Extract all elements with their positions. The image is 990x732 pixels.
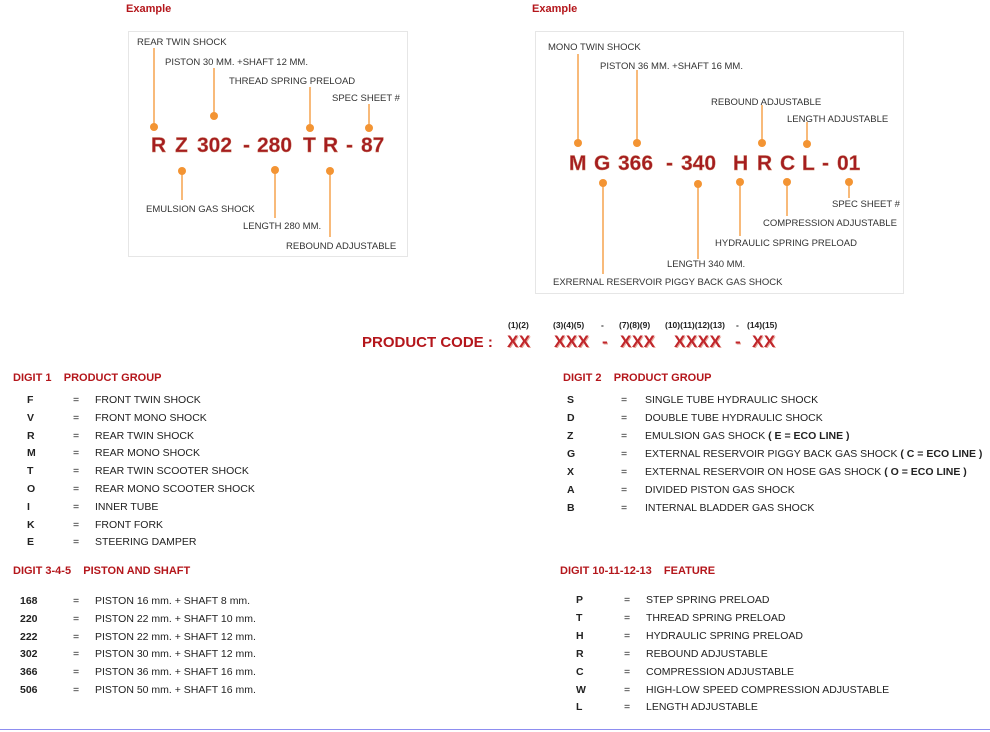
- example-1-svg: [129, 32, 407, 256]
- row-code: C: [576, 665, 584, 678]
- code-char: 01: [837, 152, 861, 175]
- table-row: [576, 612, 990, 628]
- row-equals: =: [73, 648, 80, 661]
- row-code: E: [27, 536, 35, 549]
- code-char: 366: [618, 152, 654, 175]
- table-row: [567, 484, 987, 500]
- row-equals: =: [73, 411, 80, 424]
- row-equals: =: [73, 483, 80, 495]
- row-description-text: FRONT TWIN SHOCK: [95, 394, 201, 406]
- code-char: G: [594, 152, 611, 175]
- label-hydraulic-preload: HYDRAULIC SPRING PRELOAD: [715, 238, 858, 249]
- row-description-text: FRONT MONO SHOCK: [95, 411, 207, 424]
- label-mono-twin-shock: MONO TWIN SHOCK: [548, 42, 641, 53]
- label-reservoir: EXRERNAL RESERVOIR PIGGY BACK GAS SHOCK: [553, 277, 783, 288]
- code-char: L: [802, 152, 815, 175]
- row-equals: =: [73, 612, 80, 625]
- row-code: W: [576, 683, 586, 696]
- marker-dot: [574, 139, 582, 147]
- row-description: [95, 501, 158, 513]
- code-char: -: [666, 152, 673, 175]
- table-row: [576, 594, 990, 610]
- row-description: [645, 412, 823, 424]
- row-description: [646, 630, 803, 642]
- example-diagram-2: [535, 31, 904, 294]
- row-equals: =: [624, 683, 631, 696]
- row-code: T: [27, 465, 34, 478]
- row-description-text: EMULSION GAS SHOCK: [645, 430, 766, 442]
- row-equals: =: [621, 394, 628, 406]
- row-code: G: [567, 448, 576, 460]
- row-description: [645, 394, 818, 406]
- table-row: [567, 466, 987, 482]
- row-description: [646, 648, 768, 660]
- row-equals: =: [624, 665, 631, 678]
- row-equals: =: [624, 629, 631, 642]
- example-title-2: Example: [532, 3, 578, 15]
- row-description-text: SINGLE TUBE HYDRAULIC SHOCK: [645, 394, 819, 406]
- row-description-text: PISTON 36 mm. + SHAFT 16 mm.: [95, 666, 256, 679]
- label-length: LENGTH 280 MM.: [243, 221, 322, 232]
- row-code: S: [567, 394, 575, 406]
- table-row: [27, 536, 447, 552]
- row-equals: =: [621, 502, 628, 514]
- row-description: [95, 648, 256, 660]
- code-example-2: [569, 152, 861, 175]
- code-char: H: [733, 152, 749, 175]
- code-segment: XX: [752, 332, 776, 351]
- row-description: [95, 465, 249, 477]
- row-description: [645, 484, 795, 496]
- marker-dot: [633, 139, 641, 147]
- code-char: 280: [257, 134, 293, 157]
- row-code: T: [576, 611, 583, 624]
- row-description: [95, 666, 256, 678]
- row-description-text: HYDRAULIC SPRING PRELOAD: [646, 629, 803, 642]
- label-emulsion-gas: EMULSION GAS SHOCK: [146, 204, 255, 215]
- marker-dot: [803, 140, 811, 148]
- table-row: [20, 684, 440, 700]
- label-thread-preload: THREAD SPRING PRELOAD: [229, 76, 356, 87]
- label-length-adjustable: LENGTH ADJUSTABLE: [787, 114, 889, 125]
- table-row: [576, 666, 990, 682]
- marker-dot: [736, 178, 744, 186]
- digit-index: -: [736, 320, 739, 330]
- row-description-text: EXTERNAL RESERVOIR PIGGY BACK GAS SHOCK: [645, 448, 898, 460]
- label-rebound: REBOUND ADJUSTABLE: [286, 241, 397, 252]
- marker-dot: [210, 112, 218, 120]
- row-description-text: HIGH-LOW SPEED COMPRESSION ADJUSTABLE: [646, 683, 890, 696]
- table-row: [27, 465, 447, 481]
- example-title-1: Example: [126, 3, 172, 15]
- digit-index: -: [601, 320, 604, 330]
- row-description-text: COMPRESSION ADJUSTABLE: [646, 665, 795, 678]
- code-segment: -: [602, 332, 609, 351]
- row-description-text: DIVIDED PISTON GAS SHOCK: [645, 484, 795, 496]
- table-row: [567, 412, 987, 428]
- row-description: [95, 430, 194, 442]
- row-code: P: [576, 594, 584, 606]
- row-description-text: EXTERNAL RESERVOIR ON HOSE GAS SHOCK: [645, 466, 882, 478]
- row-code: R: [27, 429, 35, 442]
- table-row: [567, 394, 987, 410]
- row-description-text: INTERNAL BLADDER GAS SHOCK: [645, 502, 815, 514]
- code-char: 87: [361, 134, 385, 157]
- code-segment: XX: [507, 332, 531, 351]
- table-row: [567, 502, 987, 518]
- code-example-1: [151, 134, 384, 157]
- row-description: [95, 613, 256, 625]
- row-equals: =: [73, 536, 80, 549]
- marker-dot: [326, 167, 334, 175]
- row-equals: =: [621, 430, 628, 442]
- digit-index: (10)(11)(12)(13): [665, 320, 725, 330]
- row-code: R: [576, 647, 584, 660]
- label-compression: COMPRESSION ADJUSTABLE: [763, 218, 897, 229]
- eco-line-note: ( C = ECO LINE ): [900, 448, 983, 460]
- section-heading-digit1: DIGIT 1 PRODUCT GROUP: [13, 372, 162, 384]
- label-piston: PISTON 30 MM. +SHAFT 12 MM.: [165, 57, 308, 68]
- table-row: [27, 483, 447, 499]
- row-code: 222: [20, 630, 38, 643]
- row-description-text: STEP SPRING PRELOAD: [646, 594, 770, 606]
- row-equals: =: [624, 594, 631, 606]
- label-rear-twin-shock: REAR TWIN SHOCK: [137, 37, 227, 48]
- row-code: H: [576, 629, 584, 642]
- example-diagram-1: [128, 31, 408, 257]
- row-code: F: [27, 394, 34, 406]
- row-code: D: [567, 412, 575, 424]
- row-equals: =: [73, 666, 80, 679]
- row-description-text: PISTON 30 mm. + SHAFT 12 mm.: [95, 648, 256, 661]
- row-description: [646, 666, 794, 678]
- row-code: 302: [20, 648, 38, 661]
- row-equals: =: [621, 448, 628, 460]
- digit-index: (7)(8)(9): [619, 320, 651, 330]
- row-equals: =: [73, 500, 80, 513]
- table-row: [576, 648, 990, 664]
- table-row: [20, 666, 440, 682]
- section-heading-digit345: DIGIT 3-4-5 PISTON AND SHAFT: [13, 565, 191, 577]
- product-code-label: PRODUCT CODE :: [362, 334, 493, 351]
- table-row: [576, 630, 990, 646]
- row-code: I: [27, 500, 30, 513]
- table-row: [27, 447, 447, 463]
- code-char: T: [303, 134, 316, 157]
- table-row: [20, 648, 440, 664]
- row-description-text: DOUBLE TUBE HYDRAULIC SHOCK: [645, 412, 823, 424]
- row-equals: =: [73, 518, 80, 531]
- row-code: B: [567, 502, 575, 514]
- row-description: [646, 612, 785, 624]
- row-description-text: REAR TWIN SCOOTER SHOCK: [95, 465, 249, 478]
- marker-dot: [694, 180, 702, 188]
- code-char: 340: [681, 152, 717, 175]
- marker-dot: [783, 178, 791, 186]
- code-segment: -: [735, 332, 742, 351]
- code-char: R: [151, 134, 167, 157]
- row-equals: =: [73, 447, 80, 460]
- row-code: 220: [20, 612, 38, 625]
- row-equals: =: [73, 429, 80, 442]
- code-segment: XXX: [620, 332, 656, 351]
- code-char: -: [346, 134, 353, 157]
- row-description: [95, 631, 256, 643]
- row-description-text: THREAD SPRING PRELOAD: [646, 611, 786, 624]
- row-description: [645, 466, 967, 478]
- row-code: K: [27, 518, 35, 531]
- row-description: [645, 502, 814, 514]
- row-description-text: STEERING DAMPER: [95, 536, 197, 549]
- row-equals: =: [73, 684, 80, 696]
- row-description-text: REBOUND ADJUSTABLE: [646, 647, 768, 660]
- row-description: [95, 684, 256, 696]
- digit-index: (3)(4)(5): [553, 320, 585, 330]
- label-spec-sheet: SPEC SHEET #: [832, 199, 900, 210]
- code-char: C: [780, 152, 796, 175]
- row-description: [95, 447, 200, 459]
- row-equals: =: [621, 484, 628, 496]
- marker-dot: [599, 179, 607, 187]
- table-row: [567, 430, 987, 446]
- digit-index: (1)(2): [508, 320, 529, 330]
- row-description: [645, 430, 850, 442]
- code-char: R: [757, 152, 773, 175]
- row-code: A: [567, 484, 575, 496]
- section-heading-digit10: DIGIT 10-11-12-13 FEATURE: [560, 565, 716, 577]
- marker-dot: [271, 166, 279, 174]
- row-description: [95, 536, 197, 548]
- row-equals: =: [621, 466, 628, 478]
- row-code: M: [27, 447, 36, 460]
- row-code: O: [27, 483, 36, 495]
- label-piston: PISTON 36 MM. +SHAFT 16 MM.: [600, 61, 743, 72]
- code-char: R: [323, 134, 339, 157]
- row-description-text: REAR MONO SHOCK: [95, 447, 201, 460]
- table-row: [27, 430, 447, 446]
- row-description: [95, 394, 201, 406]
- code-char: M: [569, 152, 587, 175]
- row-description: [95, 412, 207, 424]
- row-code: 506: [20, 684, 38, 696]
- row-description-text: FRONT FORK: [95, 518, 164, 531]
- table-row: [567, 448, 987, 464]
- row-description: [95, 483, 255, 495]
- table-row: [576, 684, 990, 700]
- row-description-text: PISTON 22 mm. + SHAFT 10 mm.: [95, 612, 256, 625]
- row-code: X: [567, 466, 575, 478]
- row-description: [646, 594, 770, 606]
- row-description-text: REAR MONO SCOOTER SHOCK: [95, 483, 255, 495]
- code-char: -: [243, 134, 250, 157]
- row-equals: =: [624, 647, 631, 660]
- row-description: [95, 595, 250, 607]
- label-length: LENGTH 340 MM.: [667, 259, 746, 270]
- row-equals: =: [621, 412, 628, 424]
- row-description-text: PISTON 22 mm. + SHAFT 12 mm.: [95, 630, 256, 643]
- row-code: L: [576, 701, 583, 714]
- row-equals: =: [624, 611, 631, 624]
- label-spec-sheet: SPEC SHEET #: [332, 93, 400, 104]
- table-row: [20, 613, 440, 629]
- row-code: 168: [20, 595, 38, 607]
- row-description-text: LENGTH ADJUSTABLE: [646, 701, 758, 714]
- table-row: [20, 595, 440, 611]
- marker-dot: [178, 167, 186, 175]
- section-heading-digit2: DIGIT 2 PRODUCT GROUP: [563, 372, 712, 384]
- row-description: [646, 701, 758, 713]
- table-row: [20, 631, 440, 647]
- label-rebound: REBOUND ADJUSTABLE: [711, 97, 822, 108]
- table-row: [27, 501, 447, 517]
- row-equals: =: [73, 465, 80, 478]
- table-row: [27, 412, 447, 428]
- table-row: [27, 519, 447, 535]
- row-code: V: [27, 411, 35, 424]
- row-equals: =: [73, 630, 80, 643]
- code-char: Z: [175, 134, 188, 157]
- row-description-text: REAR TWIN SHOCK: [95, 429, 194, 442]
- row-equals: =: [73, 394, 80, 406]
- row-code: 366: [20, 666, 38, 679]
- marker-dot: [306, 124, 314, 132]
- eco-line-note: ( E = ECO LINE ): [768, 430, 850, 442]
- marker-dot: [150, 123, 158, 131]
- bottom-divider: [0, 729, 990, 730]
- code-char: -: [822, 152, 829, 175]
- row-description: [646, 684, 889, 696]
- table-row: [576, 701, 990, 717]
- marker-dot: [365, 124, 373, 132]
- row-code: Z: [567, 430, 574, 442]
- marker-dot: [845, 178, 853, 186]
- code-segment: XXXX: [674, 332, 722, 351]
- row-description: [645, 448, 982, 460]
- row-description-text: INNER TUBE: [95, 500, 159, 513]
- example-2-svg: [536, 32, 903, 293]
- marker-dot: [758, 139, 766, 147]
- row-description-text: PISTON 50 mm. + SHAFT 16 mm.: [95, 684, 256, 696]
- row-equals: =: [73, 595, 80, 607]
- code-char: 302: [197, 134, 233, 157]
- digit-index: (14)(15): [747, 320, 778, 330]
- row-equals: =: [624, 701, 631, 714]
- row-description: [95, 519, 163, 531]
- row-description-text: PISTON 16 mm. + SHAFT 8 mm.: [95, 595, 251, 607]
- code-segment: XXX: [554, 332, 590, 351]
- table-row: [27, 394, 447, 410]
- eco-line-note: ( O = ECO LINE ): [884, 466, 967, 478]
